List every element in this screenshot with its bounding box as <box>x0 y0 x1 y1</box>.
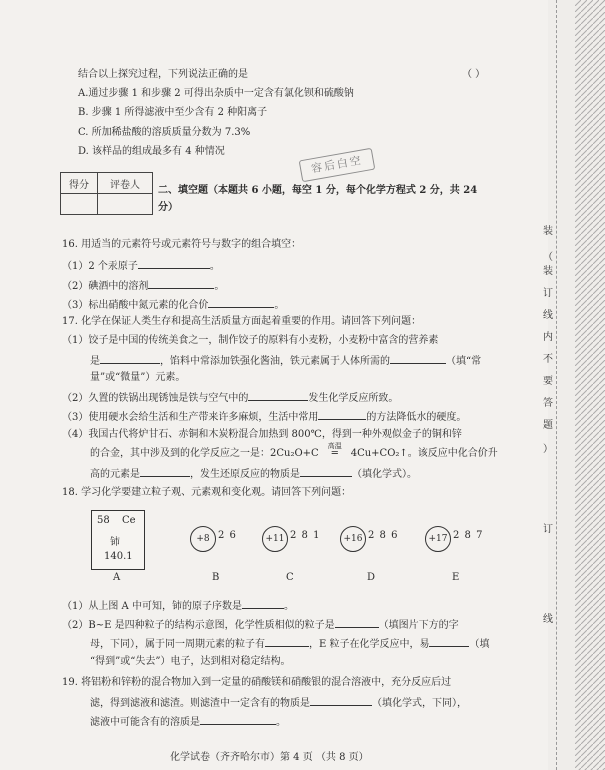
q17-p4c-mid: ，发生还原反应的物质是 <box>190 469 300 480</box>
q18-answer-period[interactable] <box>265 636 309 647</box>
shells-d: 2 8 6 <box>368 530 399 541</box>
q18-p2b-mid: ，E 粒子在化学反应中，易 <box>309 639 430 650</box>
q17-answer-iron[interactable] <box>390 353 446 364</box>
q18-p2a <box>62 617 459 632</box>
grader-header: 评卷人 <box>98 173 153 194</box>
q18-answer-similar[interactable] <box>335 617 379 628</box>
q18-p2c: “得到”或“失去”）电子，达到相对稳定结构。 <box>90 656 291 667</box>
q16-item-2: （2）碘酒中的溶剂 。 <box>62 278 224 293</box>
binding-char: 订 <box>543 288 553 299</box>
q18-stem: 18. 学习化学要建立粒子观、元素观和变化观。请回答下列问题： <box>62 487 352 498</box>
binding-char: 装 <box>543 226 553 237</box>
q16-item-3: （3）标出硝酸中氮元素的化合价 。 <box>62 297 284 312</box>
q19-l2-pre: 滤，得到滤液和滤渣。则滤渣中一定含有的物质是 <box>90 698 310 709</box>
q18-p2b-post: （填 <box>469 639 490 650</box>
binding-hatch <box>575 0 605 770</box>
label-d: D <box>367 572 376 583</box>
element-number: 58 <box>97 515 110 526</box>
q16-answer-1[interactable] <box>138 258 210 269</box>
binding-char: （ <box>543 252 553 263</box>
q19-line-2 <box>90 695 467 710</box>
binding-char: 答 <box>543 398 553 409</box>
q15-option-d: D. 该样品的组成最多有 4 种情况 <box>78 146 225 157</box>
q17-p4c-pre: 高的元素是 <box>90 469 140 480</box>
shells-c: 2 8 1 <box>290 530 321 541</box>
q16-stem: 16. 用适当的元素符号或元素符号与数字的组合填空： <box>62 239 302 250</box>
binding-char: ） <box>543 444 553 455</box>
score-header: 得分 <box>61 173 98 194</box>
q17-equation: 2Cu₂O+C <box>270 448 319 459</box>
q17-eq-arrow: 高温 ═ <box>319 447 351 460</box>
atom-diagram-c <box>262 522 322 554</box>
q19-l2-post: （填化学式，下同）， <box>372 698 467 709</box>
element-card-cerium <box>91 510 145 570</box>
q17-p2-post: 发生化学反应所致。 <box>308 393 399 404</box>
nucleus-b: +8 <box>190 526 216 552</box>
q17-p3-post: 的方法降低水的硬度。 <box>366 412 467 423</box>
score-table <box>60 172 153 215</box>
q17-p3-pre: （3）使用硬水会给生活和生产带来许多麻烦，生活中常用 <box>62 412 319 423</box>
q17-p4c <box>90 466 417 481</box>
binding-char: 线 <box>543 310 553 321</box>
q19-line-1: 19. 将铝粉和锌粉的混合物加入到一定量的硝酸镁和硝酸银的混合溶液中，充分反应后过 <box>62 677 452 688</box>
shells-e: 2 8 7 <box>453 530 484 541</box>
q16-item-1: （1）2 个汞原子 。 <box>62 258 220 273</box>
q19-l3-pre: 滤液中可能含有的溶质是 <box>90 717 200 728</box>
q19-answer-residue[interactable] <box>310 695 372 706</box>
q17-p1b-mid: ，馅料中常添加铁强化酱油，铁元素属于人体所需的 <box>160 356 390 367</box>
element-name: 铈 <box>110 537 120 548</box>
shells-b: 2 6 <box>218 530 237 541</box>
q15-answer-paren: （ ） <box>462 69 486 80</box>
label-b: B <box>212 572 220 583</box>
q17-answer-water[interactable] <box>318 409 366 420</box>
q17-p1c: 量”或“微量”）元素。 <box>90 372 186 383</box>
q17-p4b <box>90 442 498 460</box>
q17-stem: 17. 化学在保证人类生存和提高生活质量方面起着重要的作用。请回答下列问题： <box>62 316 422 327</box>
q15-option-b: B. 步骤 1 所得滤液中至少含有 2 种阳离子 <box>78 107 268 118</box>
label-e: E <box>452 572 460 583</box>
q18-p2a-pre: （2）B~E 是四种粒子的结构示意图，化学性质相似的粒子是 <box>62 620 335 631</box>
q17-answer-rust[interactable] <box>248 390 308 401</box>
q17-answer-reduced[interactable] <box>300 466 352 477</box>
element-symbol: Ce <box>122 515 136 526</box>
q19-answer-filtrate[interactable] <box>200 714 276 725</box>
q17-p4a: （4）我国古代将炉甘石、赤铜和木炭粉混合加热到 800℃，得到一种外观似金子的铜和锌 <box>62 429 462 440</box>
q17-p2 <box>62 390 398 405</box>
q18-p1-post: 。 <box>283 601 294 612</box>
q15-option-a: A.通过步骤 1 和步骤 2 可得出杂质中一定含有氯化钡和硫酸钠 <box>78 88 354 99</box>
q19-line-3 <box>90 714 286 729</box>
q16-item-3-label: （3）标出硝酸中氮元素的化合价 <box>62 300 209 311</box>
section-title: 二、填空题（本题共 6 小题，每空 1 分，每个化学方程式 2 分，共 24 <box>158 185 478 196</box>
q17-p4b-pre: 的合金，其中涉及到的化学反应之一是： <box>90 448 270 459</box>
q18-p2a-post: （填图片下方的字 <box>378 620 459 631</box>
nucleus-c: +11 <box>262 526 288 552</box>
atom-diagram-e <box>425 522 485 554</box>
q15-option-c: C. 所加稀盐酸的溶质质量分数为 7.3% <box>78 127 251 138</box>
q17-eq-product: 4Cu+CO₂↑ <box>350 448 408 459</box>
label-a: A <box>113 572 121 583</box>
element-mass: 140.1 <box>104 551 133 562</box>
q18-answer-atomic-number[interactable] <box>242 598 284 609</box>
q18-p2b-pre: 母，下同），属于同一周期元素的粒子有 <box>90 639 265 650</box>
section-title-cont: 分） <box>158 202 178 213</box>
q17-answer-nutrient[interactable] <box>100 353 160 364</box>
blank-stamp: 容后白空 <box>299 148 376 183</box>
binding-char: 装 <box>543 266 553 277</box>
q17-p4c-post: （填化学式）。 <box>352 469 417 480</box>
q17-p1b <box>90 353 481 368</box>
q16-answer-3[interactable] <box>208 297 274 308</box>
q16-item-1-label: （1）2 个汞原子 <box>62 261 138 272</box>
atom-diagram-b <box>190 522 250 554</box>
q18-p2b <box>90 636 489 651</box>
binding-dashed-line <box>556 0 557 770</box>
q18-p1-pre: （1）从上图 A 中可知，铈的原子序数是 <box>62 601 242 612</box>
binding-char: 题 <box>543 420 553 431</box>
q18-answer-electron[interactable] <box>429 636 469 647</box>
q17-p1a: （1）饺子是中国的传统美食之一，制作饺子的原料有小麦粉，小麦粉中富含的营养素 <box>62 335 439 346</box>
nucleus-d: +16 <box>340 526 366 552</box>
label-c: C <box>286 572 294 583</box>
atom-diagram-d <box>340 522 400 554</box>
binding-char: 不 <box>543 354 553 365</box>
q17-answer-element[interactable] <box>140 466 190 477</box>
page-footer: 化学试卷（齐齐哈尔市）第 4 页 （共 8 页） <box>170 752 369 763</box>
q15-intro: 结合以上探究过程，下列说法正确的是 <box>78 69 248 80</box>
q17-p3 <box>62 409 466 424</box>
score-cell[interactable] <box>61 194 98 215</box>
q16-item-2-label: （2）碘酒中的溶剂 <box>62 281 149 292</box>
binding-char: 要 <box>543 376 553 387</box>
q17-p4b-post: 。该反应中化合价升 <box>407 448 498 459</box>
q17-eq-condition: 高温 <box>327 442 342 450</box>
binding-char: 订 <box>543 524 553 535</box>
nucleus-e: +17 <box>425 526 451 552</box>
binding-char: 内 <box>543 332 553 343</box>
binding-margin <box>548 0 605 770</box>
binding-char: 线 <box>543 614 553 625</box>
q19-l3-post: 。 <box>276 717 286 728</box>
q18-p1 <box>62 598 294 613</box>
q16-answer-2[interactable] <box>148 278 214 289</box>
grader-cell[interactable] <box>98 194 153 215</box>
q17-p1b-post: （填“常 <box>446 356 482 367</box>
q17-p2-pre: （2）久置的铁锅出现锈蚀是铁与空气中的 <box>62 393 249 404</box>
q17-p1b-pre: 是 <box>90 356 100 367</box>
